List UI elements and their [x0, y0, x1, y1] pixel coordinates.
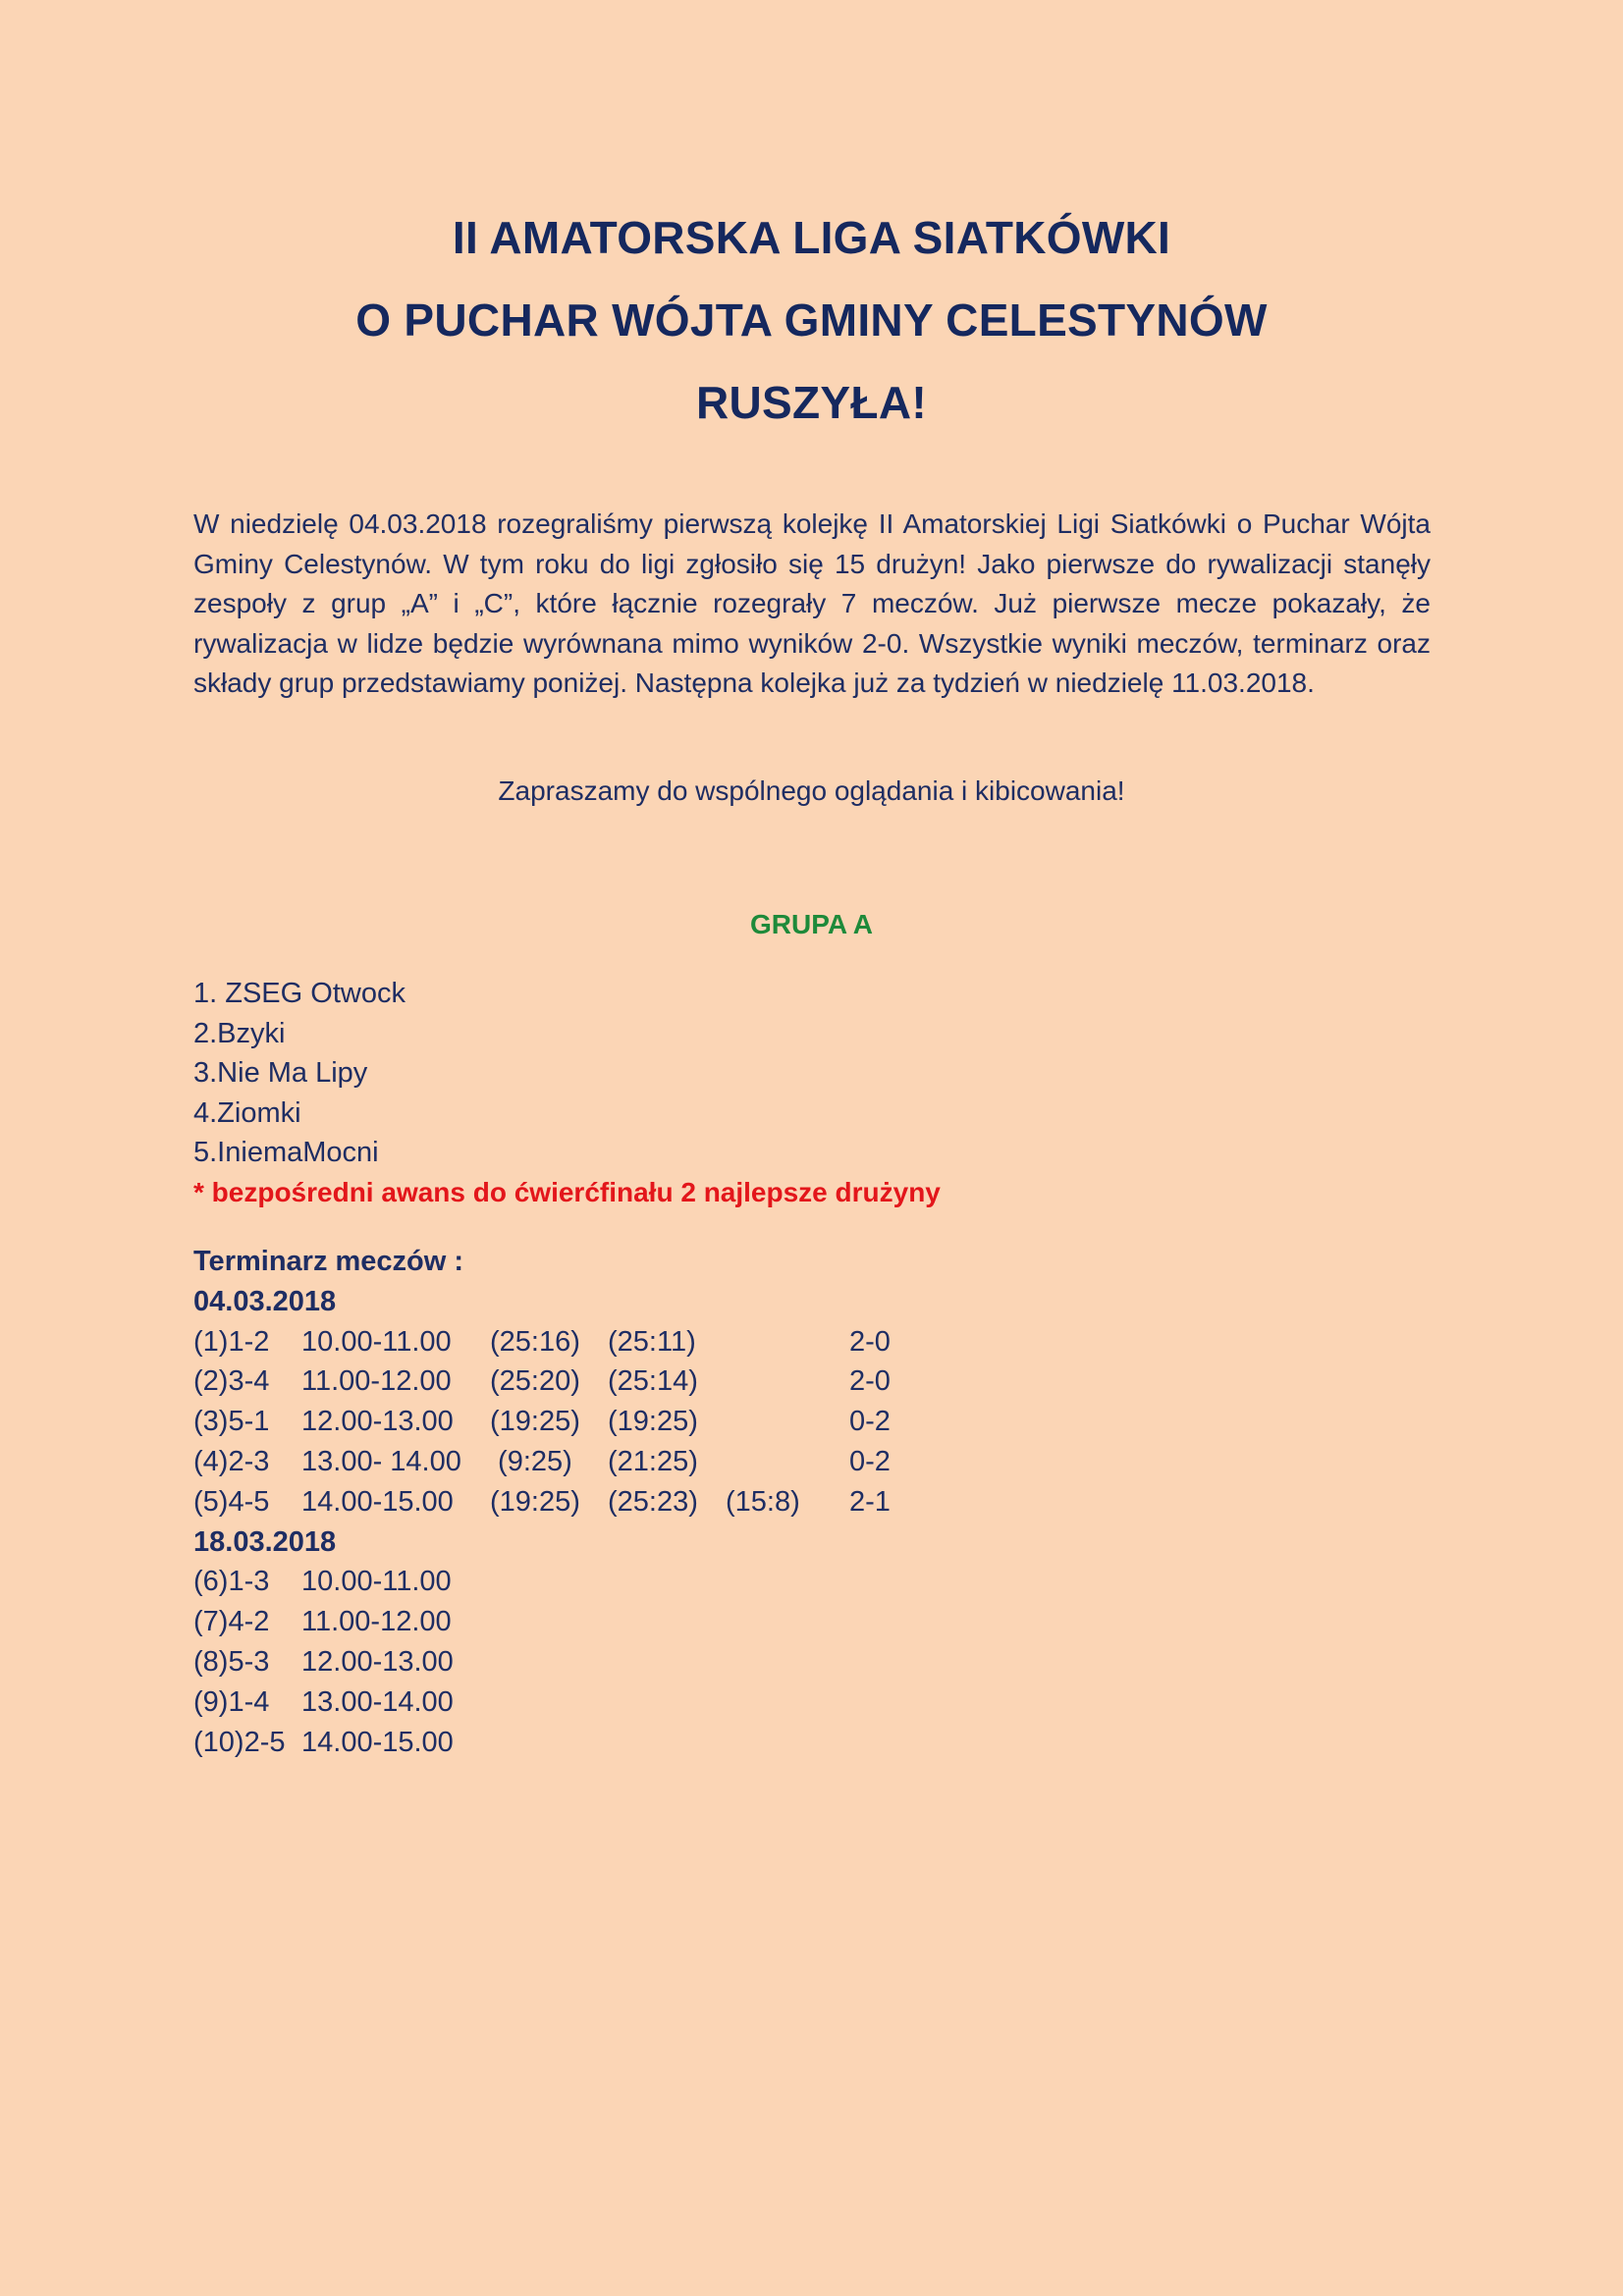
team-item: 5.IniemaMocni [193, 1137, 379, 1169]
match-row [193, 1562, 463, 1602]
match-id: (5)4-5 [193, 1485, 270, 1518]
match-result: 2-0 [849, 1325, 891, 1358]
match-time: 14.00-15.00 [301, 1485, 454, 1518]
match-id: (2)3-4 [193, 1365, 270, 1398]
title-block [0, 196, 1623, 444]
match-row [193, 1482, 891, 1522]
match-result: 2-1 [849, 1485, 891, 1518]
match-row [193, 1602, 463, 1642]
title-line-1: II AMATORSKA LIGA SIATKÓWKI [452, 212, 1171, 263]
match-id: (10)2-5 [193, 1726, 286, 1758]
match-row [193, 1642, 463, 1682]
advancement-note: * bezpośredni awans do ćwierćfinału 2 najlepsze drużyny [193, 1176, 941, 1207]
group-heading: GRUPA A [750, 909, 873, 939]
team-item: 2.Bzyki [193, 1017, 286, 1049]
match-time: 13.00- 14.00 [301, 1445, 461, 1477]
match-result: 2-0 [849, 1365, 891, 1398]
team-item: 1. ZSEG Otwock [193, 978, 406, 1009]
set-score: (19:25) [608, 1406, 698, 1438]
match-row [193, 1402, 891, 1442]
match-time: 10.00-11.00 [301, 1325, 452, 1358]
set-score: (9:25) [490, 1445, 572, 1477]
match-row [193, 1682, 463, 1723]
match-id: (6)1-3 [193, 1566, 270, 1598]
set-score: (19:25) [490, 1406, 580, 1438]
schedule-heading: Terminarz meczów : [193, 1246, 464, 1277]
match-result: 0-2 [849, 1445, 891, 1477]
match-time: 11.00-12.00 [301, 1606, 452, 1638]
match-time: 11.00-12.00 [301, 1365, 452, 1398]
match-row [193, 1362, 891, 1402]
invite-text: Zapraszamy do wspólnego oglądania i kibicowania! [498, 775, 1125, 806]
set-score: (25:23) [608, 1485, 698, 1518]
set-score: (25:11) [608, 1325, 696, 1358]
title-line-3: RUSZYŁA! [696, 377, 927, 428]
set-score: (25:20) [490, 1365, 580, 1398]
match-id: (9)1-4 [193, 1685, 270, 1718]
match-time: 12.00-13.00 [301, 1645, 454, 1678]
team-item: 3.Nie Ma Lipy [193, 1057, 368, 1090]
match-id: (3)5-1 [193, 1406, 270, 1438]
set-score: (21:25) [608, 1445, 698, 1477]
intro-paragraph: W niedzielę 04.03.2018 rozegraliśmy pierwszą kolejkę II Amatorskiej Ligi Siatkówki o Puchar Wójta Gminy Celestynów. W tym roku do ligi zgłosiło się 15 drużyn! Jako pierwsze do rywalizacji stanęły zespoły z grup „A” i „C”, które łącznie rozegrały 7 meczów. Już pierwsze mecze pokazały, że rywalizacja w lidze będzie wyrównana mimo wyników 2-0. Wszystkie wyniki meczów, terminarz oraz składy grup przedstawiamy poniżej. Następna kolejka już za tydzień w niedzielę 11.03.2018. [193, 508, 1431, 698]
match-row [193, 1442, 891, 1482]
schedule [193, 1242, 891, 1762]
match-id: (8)5-3 [193, 1645, 270, 1678]
match-row [193, 1723, 463, 1763]
match-time: 10.00-11.00 [301, 1566, 452, 1598]
round-date: 18.03.2018 [193, 1525, 337, 1558]
set-score: (15:8) [726, 1485, 800, 1518]
team-list [193, 974, 941, 1213]
match-row [193, 1322, 891, 1362]
match-time: 14.00-15.00 [301, 1726, 454, 1758]
title-line-2: O PUCHAR WÓJTA GMINY CELESTYNÓW [355, 294, 1268, 346]
set-score: (25:14) [608, 1365, 698, 1398]
match-id: (1)1-2 [193, 1325, 270, 1358]
team-item: 4.Ziomki [193, 1096, 301, 1129]
match-id: (4)2-3 [193, 1445, 270, 1477]
set-score: (19:25) [490, 1485, 580, 1518]
round-date: 04.03.2018 [193, 1285, 337, 1317]
match-id: (7)4-2 [193, 1606, 270, 1638]
match-time: 12.00-13.00 [301, 1406, 454, 1438]
match-result: 0-2 [849, 1406, 891, 1438]
match-time: 13.00-14.00 [301, 1685, 454, 1718]
set-score: (25:16) [490, 1325, 580, 1358]
